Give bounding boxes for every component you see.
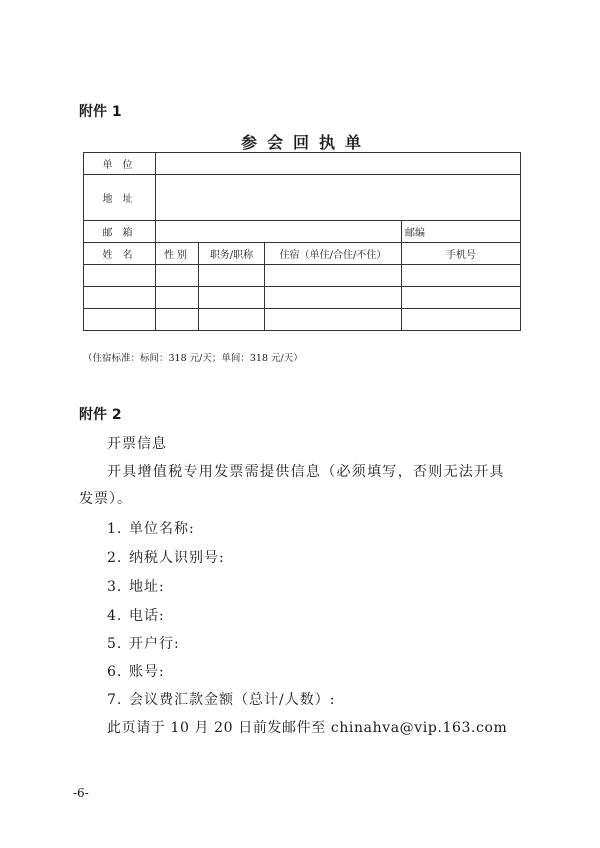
unit-row [84,153,521,175]
attachment-2-heading: 附件 2 [79,407,122,423]
postcode-label: 邮编 [405,228,425,239]
table-row [84,265,521,287]
gender-cell[interactable] [156,309,199,331]
item-text: 账号: [129,664,165,680]
invoice-item [107,633,180,653]
item-text: 开户行: [129,636,180,652]
form-title: 参会回执单 [240,133,371,152]
invoice-item [107,518,195,538]
phone-cell[interactable] [402,287,521,309]
invoice-item [107,547,225,567]
gender-cell[interactable] [156,287,199,309]
table-row [84,287,521,309]
column-header-row [84,243,521,265]
column-header-title: 职务/职称 [199,243,265,265]
email-field[interactable] [156,221,402,243]
item-number: 3. [107,579,123,595]
item-number: 6. [107,664,123,680]
table-row [84,309,521,331]
gender-cell[interactable] [156,265,199,287]
title-cell[interactable] [199,265,265,287]
item-text: 电话: [129,608,165,624]
submission-deadline: 此页请于 10 月 20 日前发邮件至 chinahva@vip.163.com [107,720,508,736]
item-number: 5. [107,636,123,652]
column-header-phone: 手机号 [402,243,521,265]
address-field[interactable] [156,175,521,221]
name-cell[interactable] [84,309,156,331]
item-text: 会议费汇款金额（总计/人数）: [129,692,336,708]
item-number: 1. [107,521,123,537]
phone-cell[interactable] [402,309,521,331]
title-cell[interactable] [199,309,265,331]
column-header-accommodation: 住宿（单住/合住/不住） [265,243,402,265]
email-row [84,221,521,243]
invoice-item [107,605,165,625]
column-header-gender: 性别 [156,243,199,265]
accommodation-cell[interactable] [265,265,402,287]
item-number: 7. [107,692,123,708]
unit-label: 单位 [84,153,156,175]
invoice-item [107,661,165,681]
attachment-1-heading: 附件 1 [79,104,122,120]
invoice-intro-line-1: 开具增值税专用发票需提供信息（必须填写，否则无法开具 [107,464,505,480]
page-number: -6- [73,786,89,800]
item-number: 4. [107,608,123,624]
column-header-name: 姓名 [84,243,156,265]
address-label: 地址 [84,175,156,221]
invoice-info-title: 开票信息 [107,436,167,452]
unit-field[interactable] [156,153,521,175]
phone-cell[interactable] [402,265,521,287]
item-text: 纳税人识别号: [129,550,225,566]
invoice-item [107,576,165,596]
item-text: 地址: [129,579,165,595]
postcode-cell[interactable] [402,221,521,243]
accommodation-cell[interactable] [265,309,402,331]
invoice-intro-line-2: 发票）。 [79,491,132,507]
address-row [84,175,521,221]
item-text: 单位名称: [129,521,195,537]
accommodation-cell[interactable] [265,287,402,309]
invoice-item [107,689,335,709]
name-cell[interactable] [84,287,156,309]
accommodation-note: （住宿标准：标间：318 元/天；单间：318 元/天） [83,353,303,364]
title-cell[interactable] [199,287,265,309]
name-cell[interactable] [84,265,156,287]
registration-form-table [83,152,521,331]
item-number: 2. [107,550,123,566]
email-label: 邮箱 [84,221,156,243]
